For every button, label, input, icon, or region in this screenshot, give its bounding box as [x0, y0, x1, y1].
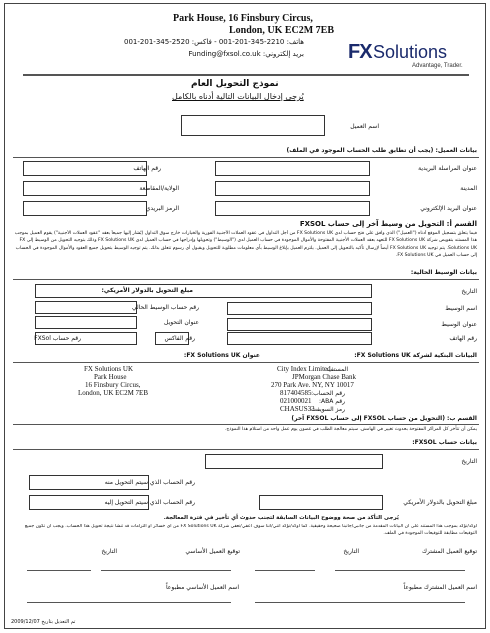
joint-printed-name-label: اسم العميل المشترك مطبوعاً — [403, 584, 477, 591]
form-subtitle: يُرجى إدخال البيانات التالية أدناه بالكامل — [172, 92, 304, 101]
phone-label: رقم الهاتف — [133, 165, 161, 172]
current-account-label: رقم حساب الوسيط الحالي — [131, 304, 199, 311]
intermediary-name-field[interactable] — [227, 302, 372, 315]
usd-amount-b-label: مبلغ التحويل بالدولار الأمريكي — [403, 499, 477, 506]
form-page — [4, 3, 486, 629]
phone-field[interactable] — [23, 161, 147, 176]
postal-code-field[interactable] — [23, 201, 147, 216]
primary-date-line[interactable] — [27, 570, 91, 571]
primary-date-label: التاريخ — [101, 548, 117, 555]
fx-address-line-2: Park House — [94, 373, 127, 381]
bank-address: 270 Park Ave. NY, NY 10017 — [271, 381, 354, 389]
intermediary-para-3: يلتزم العميل بإبلاغ الوسيط بأي معلومات مطلوبة للتحويل وبقبول أي رسوم تتعلق بذلك. يتم توجيه الوسيط بتحويل جميع العقود والأموال الموجودة في الحساب إلى حساب العميل في FX Solutions UK. — [15, 245, 477, 258]
usd-amount-label: مبلغ التحويل بالدولار الأمريكي: — [101, 287, 193, 294]
bank-address-heading: عنوان FX Solutions UK: — [183, 352, 260, 359]
logo-tagline: Advantage, Trader. — [412, 63, 463, 69]
client-name-label: اسم العميل — [350, 123, 379, 130]
postal-address-label: عنوان المراسلة البريدية — [418, 165, 477, 172]
city-label: المدينة — [460, 185, 477, 192]
logo-fx: FX — [348, 41, 372, 63]
notice-heading: يُرجى التأكد من صحة ووضوح البيانات السابقة لتجنب حدوث أي تأخير في فترة المعالجة. — [163, 515, 399, 521]
section-b-date-label: التاريخ — [461, 458, 477, 465]
intermediary-phone-label: رقم الهاتف — [449, 335, 477, 342]
current-account-field[interactable] — [35, 301, 137, 314]
from-account-label: رقم الحساب الذي سيتم التحويل منه — [104, 479, 195, 486]
revision-date: تم التعديل بتاريخ 2009/12/07 — [11, 619, 76, 625]
intermediary-name-label: اسم الوسيط — [445, 305, 477, 312]
email-field[interactable] — [215, 201, 370, 216]
email-line: بريد إلكتروني: Funding@fxsol.co.uk — [188, 50, 304, 58]
intermediary-para — [13, 230, 477, 260]
phone-fax: هاتف: 2210-345-201-001 - فاكس: 2520-345-201-001 — [124, 38, 304, 46]
client-name-field[interactable] — [181, 115, 325, 136]
aba-label: رقم ABA: — [318, 398, 345, 405]
intermediary-date-label: التاريخ — [461, 288, 477, 295]
transfer-address-field[interactable] — [35, 316, 137, 329]
primary-printed-name-label: اسم العميل الأساسي مطبوعاً — [165, 584, 239, 591]
intermediary-para-1: فيما يتعلق بتسجيل الموقع أدناه ("العميل") الذي وافق على فتح حساب لدى FX Solutions UK من أجل التداول في عقود العملات الأجنبية الفورية والخيارات خارج سوق التداول (يُشار إليها جميعاً بعقد "عقود العملات الأجنبية") يقوم العميل بموجب هذا المستند بتفويض شركة FX Solutions UK للتعهد بعقد العملات الأجنبية المفتوحة والأموال الموجودة في حساب العميل لدى — [14, 231, 477, 244]
logo-solutions: Solutions — [373, 42, 448, 62]
fax-label: رقم الفاكس — [164, 335, 195, 342]
intermediary-address-label: عنوان الوسيط — [441, 321, 477, 328]
fx-address-line-3: 16 Finsbury Circus, — [85, 381, 141, 389]
postal-code-label: الرمز البريدي — [145, 205, 179, 212]
joint-date-label: التاريخ — [343, 548, 359, 555]
intermediary-date-field[interactable] — [35, 284, 372, 298]
fxsol-account-info-heading: بيانات حساب FXSOL: — [412, 439, 477, 446]
intermediary-address-field[interactable] — [227, 318, 372, 331]
joint-date-line[interactable] — [255, 570, 315, 571]
aba-value: 021000021 — [280, 397, 312, 405]
bank-name: JPMorgan Chase Bank — [292, 373, 357, 381]
section-b-heading: القسم ب: (التحويل من حساب FXSOL إلى حساب FXSOL آخر) — [291, 415, 477, 422]
intermediary-info-heading: بيانات الوسيط الحالية: — [410, 269, 477, 276]
header-divider — [23, 74, 469, 76]
intermediary-para-2: ("الوسيط") وتحويلها وإدراجها في حساب العميل لدى FX Solutions UK وذلك بتوجيه التحويل من الوسيط إلى FX Solutions UK. يتم توجيه FX Solutions UK أيضاً لإرسال تأكيد بالتحويل إلى العميل. — [19, 238, 477, 251]
beneficiary-label: المستفيد: — [323, 366, 348, 373]
beneficiary-value: City Index Limited — [277, 365, 331, 373]
fx-address-line-4: London, UK EC2M 7EB — [78, 389, 148, 397]
fx-address-line-1: FX Solutions UK — [84, 365, 134, 373]
section-b-date-field[interactable] — [205, 454, 383, 469]
joint-printed-name-line[interactable] — [255, 602, 465, 603]
primary-signature-line[interactable] — [101, 570, 231, 571]
account-no-label: رقم الحساب: — [311, 390, 345, 397]
fxsol-account-label: رقم حساب FXSol — [34, 335, 81, 342]
state-label: الولاية/المقاطعة — [139, 185, 179, 192]
email-label: عنوان البريد الإلكتروني — [420, 205, 477, 212]
intermediary-heading: القسم أ: التحويل من وسيط آخر إلى حساب FXSOL — [299, 220, 477, 228]
swift-label: رمز السويفت: — [309, 406, 345, 413]
intermediary-phone-field[interactable] — [227, 332, 372, 345]
state-field[interactable] — [23, 181, 147, 196]
transfer-address-label: عنوان التحويل — [164, 319, 199, 326]
account-no-value: 817404585 — [280, 389, 312, 397]
city-field[interactable] — [215, 181, 370, 196]
bank-info-heading: البيانات البنكية لشركة FX Solutions UK: — [354, 352, 477, 359]
notice-para: أوكد/نؤكد بموجب هذا المستند على أن البيانات المقدمة من جانبي/جانبنا صحيحة وحقيقية. كما أوكد/نؤكد أنني/أننا سوف أعفي/نعفي شركة FX Solutions UK من أي خسائر أو التزامات قد تنشأ نتيجة تحويل هذا الحساب. ويجب أن تكون جميع التوقيعات مطابقة للتوقيعات الموجودة في الملف. — [24, 524, 477, 536]
joint-signature-label: توقيع العميل المشترك — [421, 548, 477, 555]
to-account-label: رقم الحساب الذي سيتم التحويل إليه — [104, 499, 195, 506]
client-info-heading: بيانات العميل: (يجب أن تطابق طلب الحساب الموجود في الملف) — [286, 147, 477, 154]
address-line-2: London, UK EC2M 7EB — [229, 25, 335, 36]
postal-address-field[interactable] — [215, 161, 370, 176]
form-title: نموذج التحويل العام — [191, 79, 279, 89]
swift-value: CHASUS33 — [280, 405, 315, 413]
usd-amount-b-field[interactable] — [259, 495, 383, 510]
address-line-1: Park House, 16 Finsbury Circus, — [173, 13, 313, 24]
primary-signature-label: توقيع العميل الأساسي — [185, 548, 240, 555]
primary-printed-name-line[interactable] — [27, 602, 231, 603]
joint-signature-line[interactable] — [335, 570, 465, 571]
section-b-para: يمكن أن تتأخر كل المراكز المفتوحة بحدوث تغيير في الهامش. سيتم معالجة الطلب في غضون يوم عمل واحد من استلام هذا النموذج. — [224, 427, 477, 432]
